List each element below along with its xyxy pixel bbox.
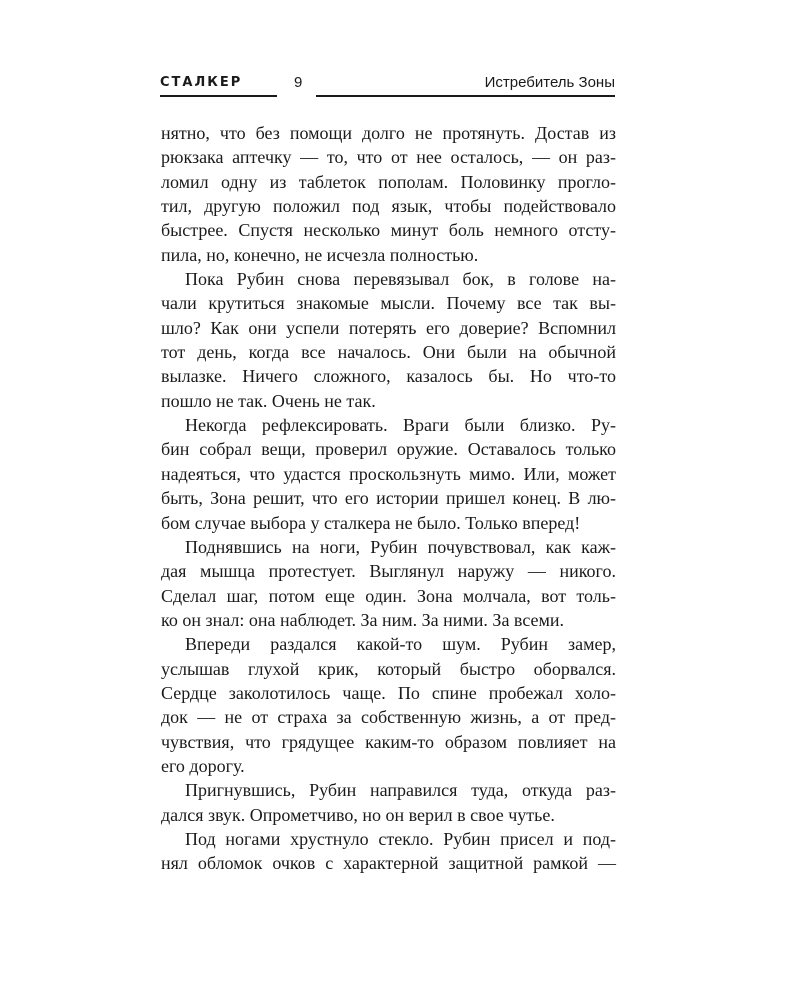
header-rule-right: [316, 95, 615, 97]
text-line: чувствия, что грядущее каким-то образом повлияет на: [161, 731, 616, 752]
paragraph: [161, 827, 616, 876]
text-line: док — не от страха за собственную жизнь, а от пред-: [161, 707, 616, 728]
text-line: вылазке. Ничего сложного, казалось бы. Но что-то: [161, 366, 616, 387]
text-line: Сделал шаг, потом еще один. Зона молчала, вот толь-: [161, 585, 616, 606]
paragraph: [161, 535, 616, 632]
text-line: быстрее. Спустя несколько минут боль немного отсту-: [161, 220, 616, 241]
text-line: Под ногами хрустнуло стекло. Рубин присел и под-: [185, 828, 616, 849]
text-line: надеяться, что удастся проскользнуть мимо. Или, может: [161, 463, 616, 484]
text-line: быть, Зона решит, что его истории пришел конец. В лю-: [161, 488, 616, 509]
text-line: Сердце заколотилось чаще. По спине пробежал холо-: [161, 682, 616, 703]
paragraph: [161, 632, 616, 778]
text-line: тил, другую положил под язык, чтобы подействовало: [161, 196, 616, 217]
page-body-text: [161, 121, 616, 876]
running-header: [160, 74, 615, 100]
text-line: пила, но, конечно, не исчезла полностью.: [161, 244, 479, 265]
paragraph: [161, 267, 616, 413]
text-line: Пригнувшись, Рубин направился туда, откуда раз-: [185, 780, 616, 801]
paragraph: [161, 121, 616, 267]
text-line: бом случае выбора у сталкера не было. Только вперед!: [161, 512, 581, 533]
text-line: услышав глухой крик, который быстро оборвался.: [161, 658, 616, 679]
text-line: Поднявшись на ноги, Рубин почувствовал, как каж-: [185, 536, 616, 557]
text-line: дая мышца протестует. Выглянул наружу — никого.: [161, 561, 616, 582]
text-line: шло? Как они успели потерять его доверие? Вспомнил: [161, 317, 616, 338]
text-line: дался звук. Опрометчиво, но он верил в свое чутье.: [161, 804, 555, 825]
text-line: Впереди раздался какой-то шум. Рубин замер,: [185, 634, 616, 655]
text-line: нял обломок очков с характерной защитной рамкой —: [161, 853, 616, 874]
text-line: ко он знал: она наблюдет. За ним. За ними. За всеми.: [161, 609, 565, 630]
series-name: СТАЛКЕР: [160, 75, 243, 90]
text-line: рюкзака аптечку — то, что от нее осталось, — он раз-: [161, 147, 616, 168]
paragraph: [161, 778, 616, 827]
text-line: пошло не так. Очень не так.: [161, 390, 376, 411]
text-line: бин собрал вещи, проверил оружие. Оставалось только: [161, 439, 616, 460]
text-line: его дорогу.: [161, 755, 245, 776]
text-line: Пока Рубин снова перевязывал бок, в голове на-: [185, 269, 616, 290]
paragraph: [161, 413, 616, 535]
book-title: Истребитель Зоны: [484, 74, 615, 91]
text-line: ломил одну из таблеток пополам. Половинку прогло-: [161, 171, 616, 192]
text-line: Некогда рефлексировать. Враги были близко. Ру-: [185, 415, 616, 436]
text-line: тот день, когда все началось. Они были на обычной: [161, 342, 616, 363]
header-rule-left: [160, 95, 277, 97]
text-line: чали крутиться знакомые мысли. Почему все так вы-: [161, 293, 616, 314]
text-line: нятно, что без помощи долго не протянуть. Достав из: [161, 123, 616, 143]
page-number: 9: [294, 74, 303, 91]
